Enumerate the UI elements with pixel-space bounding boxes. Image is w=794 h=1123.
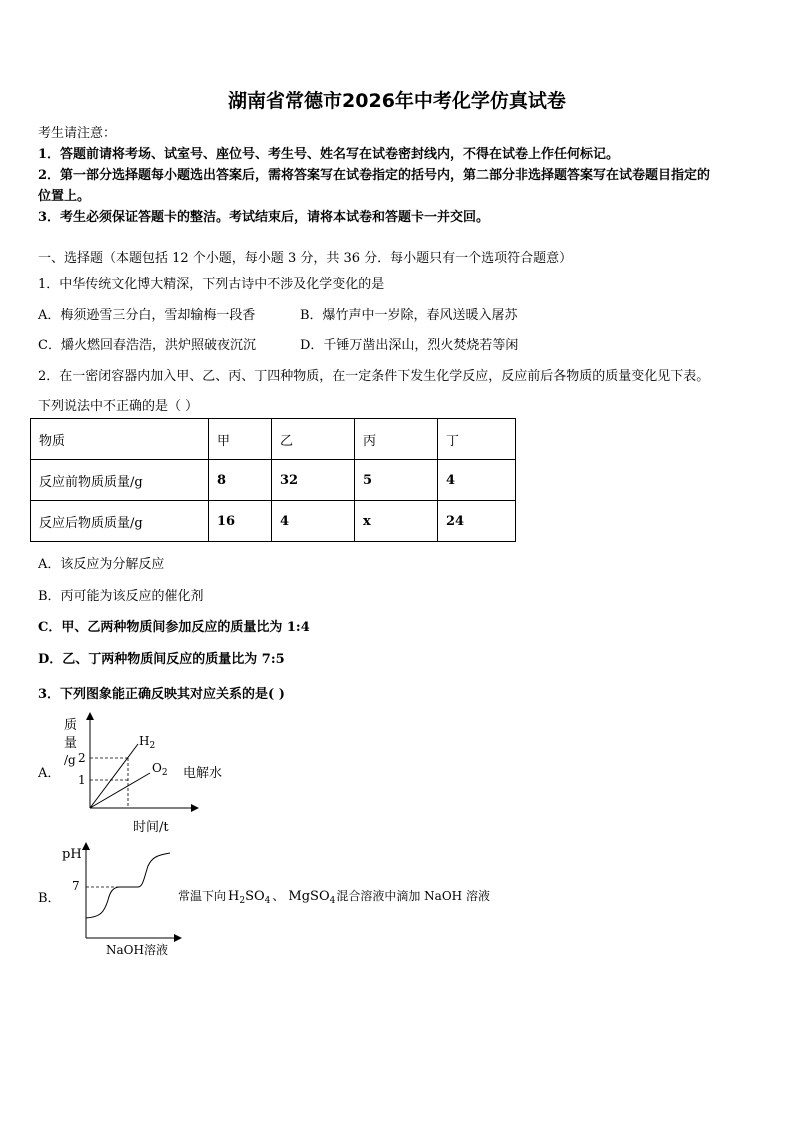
q1-option-b: B．爆竹声中一岁除，春风送暖入屠苏	[300, 308, 518, 323]
graph-b-ph	[0, 838, 794, 963]
table-cell: 8	[209, 460, 272, 501]
q1-option-a: A．梅须逊雪三分白，雪却输梅一段香	[38, 308, 256, 323]
graph-a-y-label: /g	[64, 753, 76, 767]
table-cell: 4	[438, 460, 516, 501]
graph-a-option-label: A．	[38, 766, 61, 781]
table-header-cell: 丁	[438, 419, 516, 460]
table-header-cell: 甲	[209, 419, 272, 460]
table-cell: 32	[272, 460, 355, 501]
notice-heading: 考生请注意：	[38, 126, 117, 141]
graph-b-ph-curve	[86, 853, 170, 918]
graph-a-y-label: 质	[64, 718, 78, 733]
graph-a-h2-label: $H_2$	[139, 734, 156, 751]
table-header-cell: 物质	[31, 419, 209, 460]
graph-b-tick-label: 7	[72, 879, 80, 893]
graph-a-y-label: 量	[64, 736, 78, 751]
graph-b-x-label: NaOH溶液	[106, 943, 168, 957]
notice-item: 2．第一部分选择题每小题选出答案后，需将答案写在试卷指定的括号内，第二部分非选择题答案写在试卷题目指定的	[38, 168, 711, 183]
graph-b-option-label: B．	[38, 891, 61, 906]
mass-table	[30, 418, 516, 542]
question-3-stem: 3．下列图象能正确反映其对应关系的是( )	[38, 687, 285, 702]
graph-a-electrolysis	[0, 700, 794, 840]
exam-title: 湖南省常德市2026年中考化学仿真试卷	[228, 90, 566, 112]
table-header-row	[31, 419, 516, 460]
table-row	[31, 501, 516, 542]
graph-a-tick-label: 1	[78, 773, 86, 787]
graph-a-tick-label: 2	[78, 751, 86, 765]
table-cell: 5	[355, 460, 438, 501]
table-row	[31, 460, 516, 501]
table-cell: 24	[438, 501, 516, 542]
graph-b-caption: 常温下向 $H_2SO_4$ 、 MgSO$_4$混合溶液中滴加 NaOH 溶液	[178, 889, 490, 906]
notice-item: 1．答题前请将考场、试室号、座位号、考生号、姓名写在试卷密封线内，不得在试卷上作任何标记。	[38, 147, 620, 162]
graph-a-h2-line	[90, 744, 138, 808]
question-2-stem: 2．在一密闭容器内加入甲、乙、丙、丁四种物质，在一定条件下发生化学反应，反应前后各物质的质量变化见下表。	[38, 369, 710, 384]
graph-a-caption: 电解水	[183, 766, 223, 781]
graph-b-y-label: pH	[62, 847, 82, 862]
q1-option-c: C．爝火燃回春浩浩，洪炉照破夜沉沉	[38, 338, 256, 353]
table-cell: x	[355, 501, 438, 542]
table-header-cell: 丙	[355, 419, 438, 460]
q2-option-d: D．乙、丁两种物质间反应的质量比为 7:5	[38, 652, 285, 667]
table-cell: 反应后物质质量/g	[31, 501, 209, 542]
q2-option-a: A．该反应为分解反应	[38, 557, 165, 572]
table-header-cell: 乙	[272, 419, 355, 460]
question-1-stem: 1．中华传统文化博大精深，下列古诗中不涉及化学变化的是	[38, 277, 385, 292]
q2-option-c: C．甲、乙两种物质间参加反应的质量比为 1:4	[38, 620, 310, 635]
question-2-stem-cont: 下列说法中不正确的是（ ）	[38, 399, 199, 414]
notice-item: 位置上。	[38, 189, 91, 204]
table-cell: 16	[209, 501, 272, 542]
graph-a-o2-line	[90, 773, 150, 808]
graph-a-o2-label: $O_2$	[152, 761, 168, 778]
q2-option-b: B．丙可能为该反应的催化剂	[38, 589, 204, 604]
notice-item: 3．考生必须保证答题卡的整洁。考试结束后，请将本试卷和答题卡一并交回。	[38, 210, 490, 225]
table-cell: 反应前物质质量/g	[31, 460, 209, 501]
q1-option-d: D．千锤万凿出深山，烈火焚烧若等闲	[300, 338, 519, 353]
table-cell: 4	[272, 501, 355, 542]
graph-a-x-label: 时间/t	[133, 820, 169, 835]
section-heading: 一、选择题（本题包括 12 个小题，每小题 3 分，共 36 分．每小题只有一个选项符合题意）	[38, 251, 573, 266]
